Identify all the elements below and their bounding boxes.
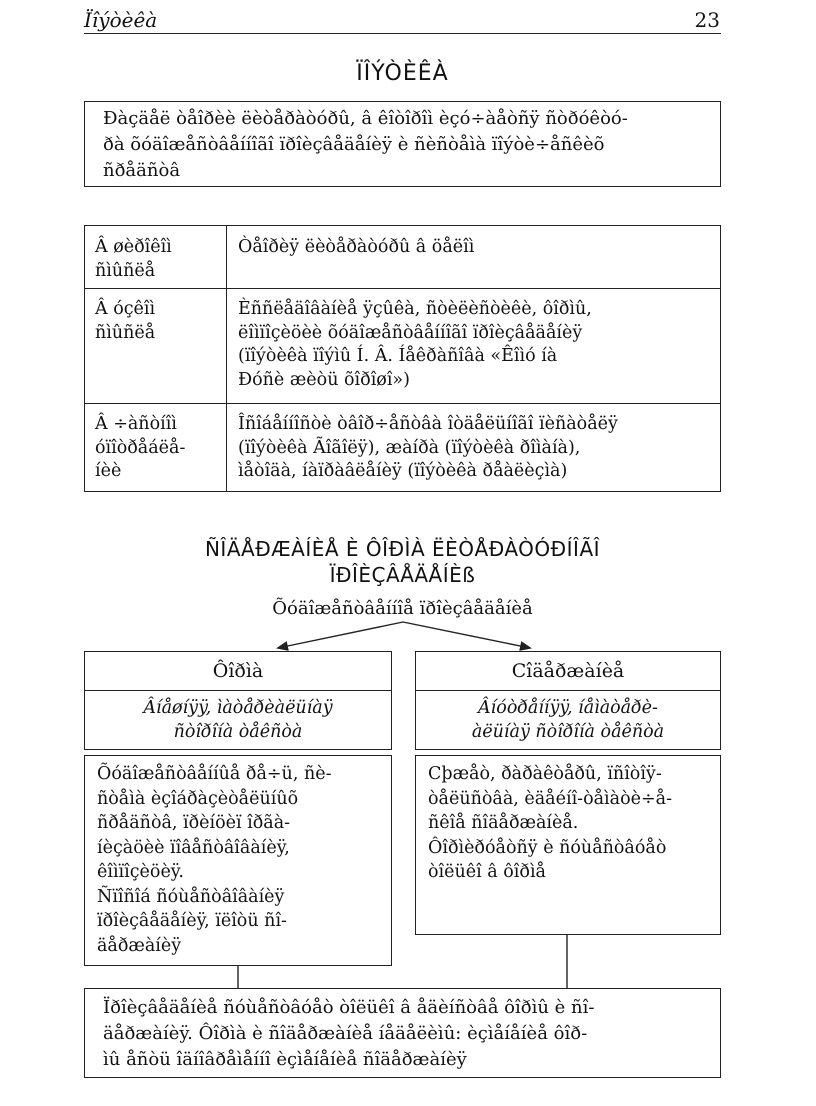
section-title: ÏÎÝÒÈÊÀ: [356, 61, 449, 86]
form-subtitle-line: Âíåøíÿÿ, ìàòåðèàëüíàÿ: [143, 698, 333, 718]
subsection-title-line: ÏÐÎÈÇÂÅÄÅÍÈß: [329, 563, 476, 587]
table-cell-line: ñìûñëå: [95, 260, 156, 281]
table-cell-line: ëîìïîçèöèè õóäîæåñòâåííîãî ïðîèçâåäåíèÿ: [238, 322, 583, 343]
form-body-line: äåðæàíèÿ: [97, 935, 182, 956]
conclusion-line: Ïðîèçâåäåíèå ñóùåñòâóåò òîëüêî â åäèíñòâå ôîðìû è ñî-: [103, 997, 595, 1018]
form-body-line: Õóäîæåñòâåííûå ðå÷ü, ñè-: [97, 764, 332, 784]
running-title: Ïîýòèêà: [84, 8, 158, 32]
content-title-box: [415, 651, 721, 691]
content-body-line: òåëüñòâà, èäåéíî-òåìàòè÷å-: [428, 788, 672, 809]
conclusion-line: äåðæàíèÿ. Ôîðìà è ñîäåðæàíèå íåäåëèìû: èçìåíåíèå ôîð-: [103, 1023, 588, 1044]
form-body-line: ñòåìà èçîáðàçèòåëüíûõ: [97, 788, 299, 809]
form-subtitle-box: [84, 690, 392, 750]
table-cell-line: Â ÷àñòíîì: [95, 414, 177, 434]
content-body-line: Cþæåò, ðàðàêòåðû, ïñîòîÿ-: [428, 764, 662, 784]
form-body-line: íèçàöèè ïîâåñòâîâàíèÿ,: [97, 837, 290, 858]
content-body-line: òîëüêî â ôîðìå: [428, 862, 546, 882]
form-body-line: êîìïîçèöèÿ.: [97, 862, 184, 882]
diagram-root-label: Õóäîæåñòâåííîå ïðîèçâåäåíèå: [272, 598, 533, 619]
content-subtitle-line: Âíóòðåííÿÿ, íåìàòåðè-: [478, 698, 658, 718]
form-body-line: Ñïîñîá ñóùåñòâîâàíèÿ: [97, 886, 285, 907]
table-cell-line: ìåòîäà, íàïðàâëåíèÿ (ïîýòèêà ðåàëèçìà): [238, 461, 568, 481]
table-cell-line: ñìûñëå: [95, 322, 156, 343]
content-subtitle-line: àëüíàÿ ñòîðîíà òåêñòà: [471, 722, 665, 742]
table-cell-line: óïîòðåáëå-: [95, 437, 186, 458]
form-body-line: ïðîèçâåäåíèÿ, ïëîòü ñî-: [97, 911, 287, 931]
table-cell-line: Ðóñè æèòü õîðîøî»): [238, 369, 410, 390]
arrow-to-content: [403, 622, 530, 648]
table-cell-line: (ïîýòèêà ïîýìû Í. Â. Íåêðàñîâà «Êîìó íà: [238, 346, 558, 366]
definition-line: ðà õóäîæåñòâåííîãî ïðîèçâåäåíèÿ è ñèñòåìà ïîýòè÷åñêèõ: [103, 134, 605, 155]
table-cell-line: Îñîáåííîñòè òâîð÷åñòâà îòäåëüíîãî ïèñàòåëÿ: [238, 414, 618, 434]
definition-line: Ðàçäåë òåîðèè ëèòåðàòóðû, â êîòîðîì èçó÷àåòñÿ ñòðóêòó-: [103, 108, 628, 129]
form-body-line: ñðåäñòâ, ïðèíöèï îðãà-: [97, 813, 291, 833]
form-title: Ôîðìà: [212, 660, 264, 682]
content-body-line: Ôîðìèðóåòñÿ è ñóùåñòâóåò: [428, 837, 667, 858]
content-subtitle-box: [415, 690, 721, 750]
table-cell-line: Òåîðèÿ ëèòåðàòóðû â öåëîì: [238, 237, 475, 257]
form-body-box: [84, 755, 392, 966]
page-number: 23: [694, 8, 720, 32]
table-cell-line: Â óçêîì: [95, 299, 156, 319]
table-cell-line: (ïîýòèêà Ãîãîëÿ), æàíðà (ïîýòèêà ðîìàíà),: [238, 437, 581, 458]
subsection-title-line: ÑÎÄÅÐÆÀÍÈÅ È ÔÎÐÌÀ ËÈÒÅÐÀÒÓÐÍÎÃÎ: [204, 537, 601, 561]
conclusion-line: ìû åñòü îäíîâðåìåííî èçìåíåíèå ñîäåðæàíèÿ: [103, 1049, 467, 1070]
table-cell-line: íèè: [95, 461, 122, 481]
form-title-box: [84, 651, 392, 691]
arrow-to-form: [278, 622, 403, 648]
content-body-box: [415, 755, 721, 935]
content-body-line: ñêîå ñîäåðæàíèå.: [428, 813, 579, 833]
conclusion-box: [84, 988, 721, 1078]
table-cell-line: Â øèðîêîì: [95, 237, 172, 257]
table-cell-line: Èññëåäîâàíèå ÿçûêà, ñòèëèñòèêè, ôîðìû,: [238, 299, 592, 319]
form-subtitle-line: ñòîðîíà òåêñòà: [173, 722, 303, 742]
content-title: Cîäåðæàíèå: [511, 660, 625, 682]
definition-line: ñðåäñòâ: [103, 160, 181, 181]
